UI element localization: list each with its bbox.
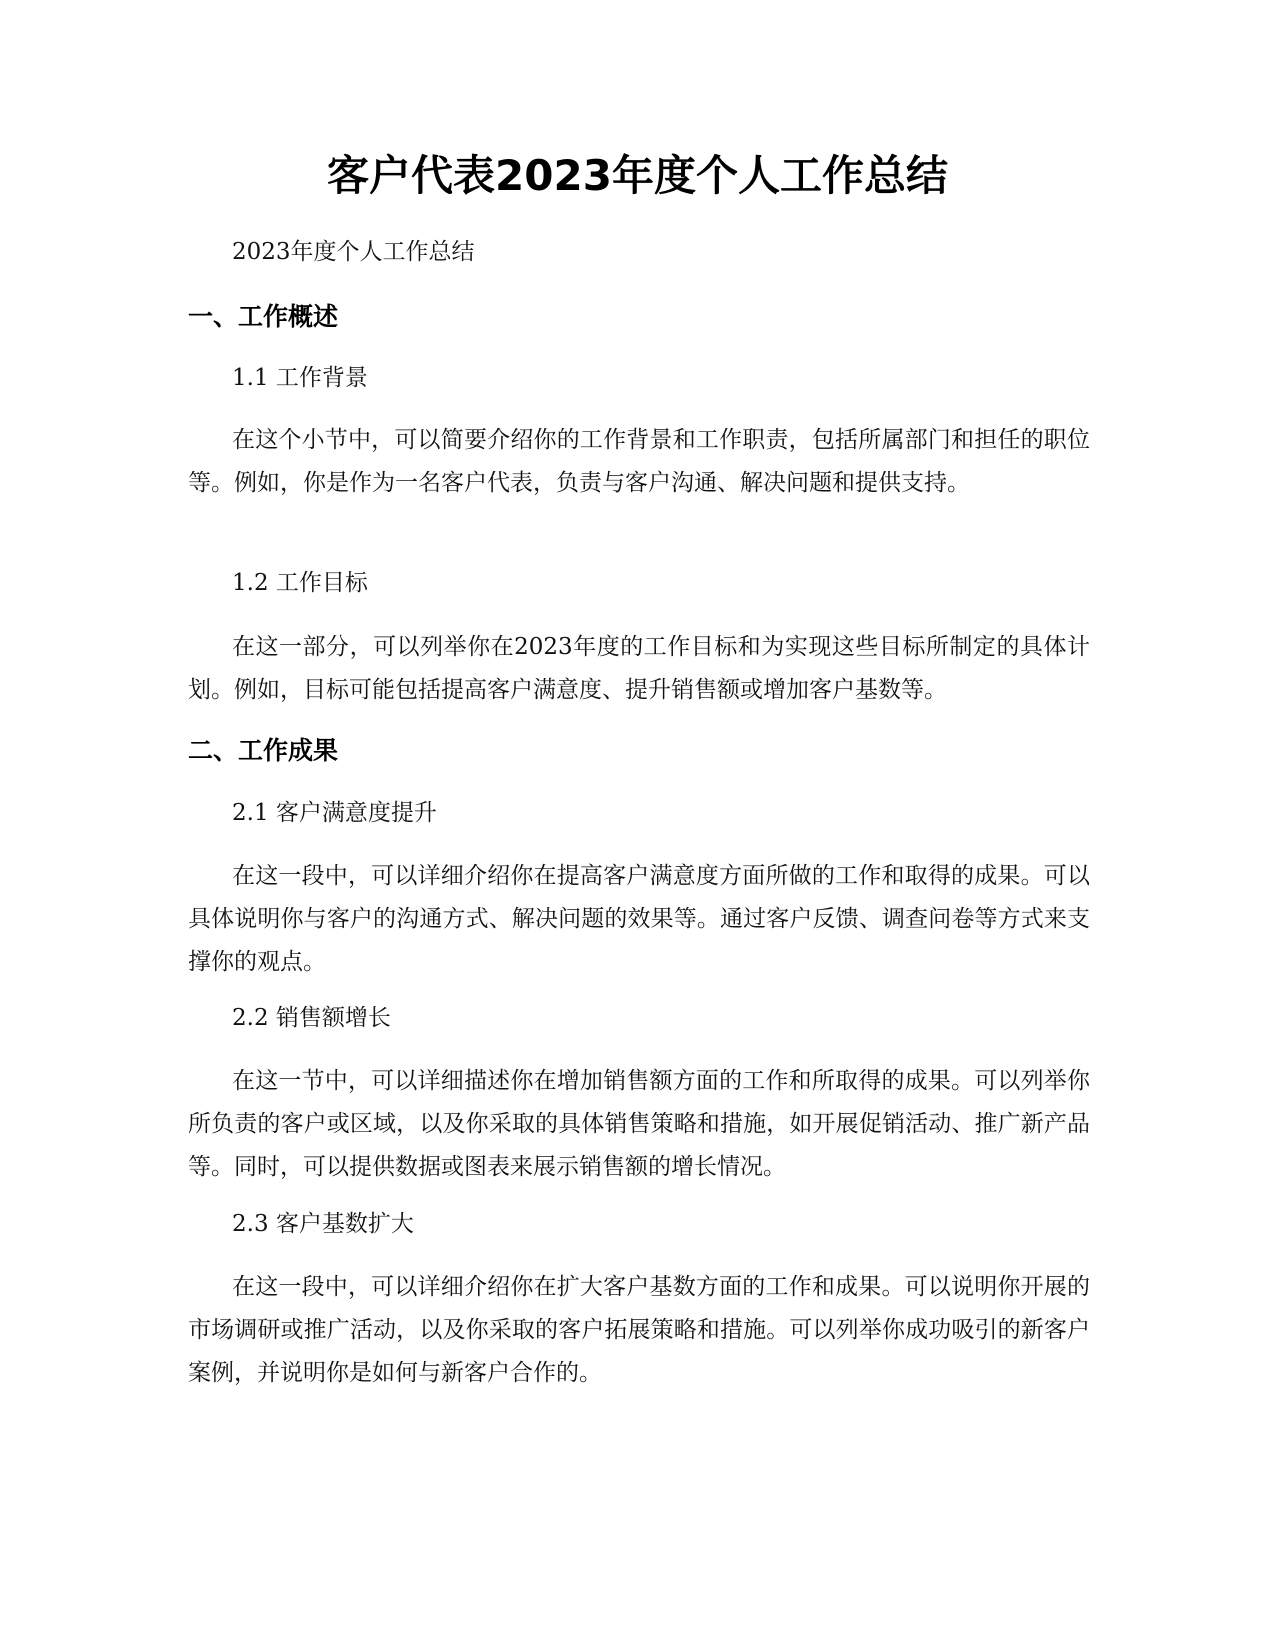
document-subtitle: 2023年度个人工作总结 (232, 239, 475, 265)
paragraph-1-2: 在这一部分，可以列举你在2023年度的工作目标和为实现这些目标所制定的具体计划。例如，目标可能包括提高客户满意度、提升销售额或增加客户基数等。 (188, 634, 1090, 703)
subsection-heading-2-3: 2.3 客户基数扩大 (232, 1211, 414, 1237)
subsection-heading-1-2: 1.2 工作目标 (232, 570, 368, 596)
paragraph-1-1: 在这个小节中，可以简要介绍你的工作背景和工作职责，包括所属部门和担任的职位等。例如，你是作为一名客户代表，负责与客户沟通、解决问题和提供支持。 (188, 427, 1090, 496)
section-heading-results: 二、工作成果 (188, 736, 339, 765)
document-title: 客户代表2023年度个人工作总结 (327, 151, 948, 200)
subsection-heading-2-1: 2.1 客户满意度提升 (232, 800, 437, 826)
section-heading-overview: 一、工作概述 (188, 302, 339, 331)
paragraph-2-2: 在这一节中，可以详细描述你在增加销售额方面的工作和所取得的成果。可以列举你所负责的客户或区域，以及你采取的具体销售策略和措施，如开展促销活动、推广新产品等。同时，可以提供数据或图表来展示销售额的增长情况。 (188, 1068, 1090, 1180)
paragraph-2-1: 在这一段中，可以详细介绍你在提高客户满意度方面所做的工作和取得的成果。可以具体说明你与客户的沟通方式、解决问题的效果等。通过客户反馈、调查问卷等方式来支撑你的观点。 (188, 863, 1090, 975)
paragraph-2-3: 在这一段中，可以详细介绍你在扩大客户基数方面的工作和成果。可以说明你开展的市场调研或推广活动，以及你采取的客户拓展策略和措施。可以列举你成功吸引的新客户案例，并说明你是如何与新客户合作的。 (188, 1274, 1090, 1386)
subsection-heading-1-1: 1.1 工作背景 (232, 365, 368, 391)
subsection-heading-2-2: 2.2 销售额增长 (232, 1005, 391, 1031)
